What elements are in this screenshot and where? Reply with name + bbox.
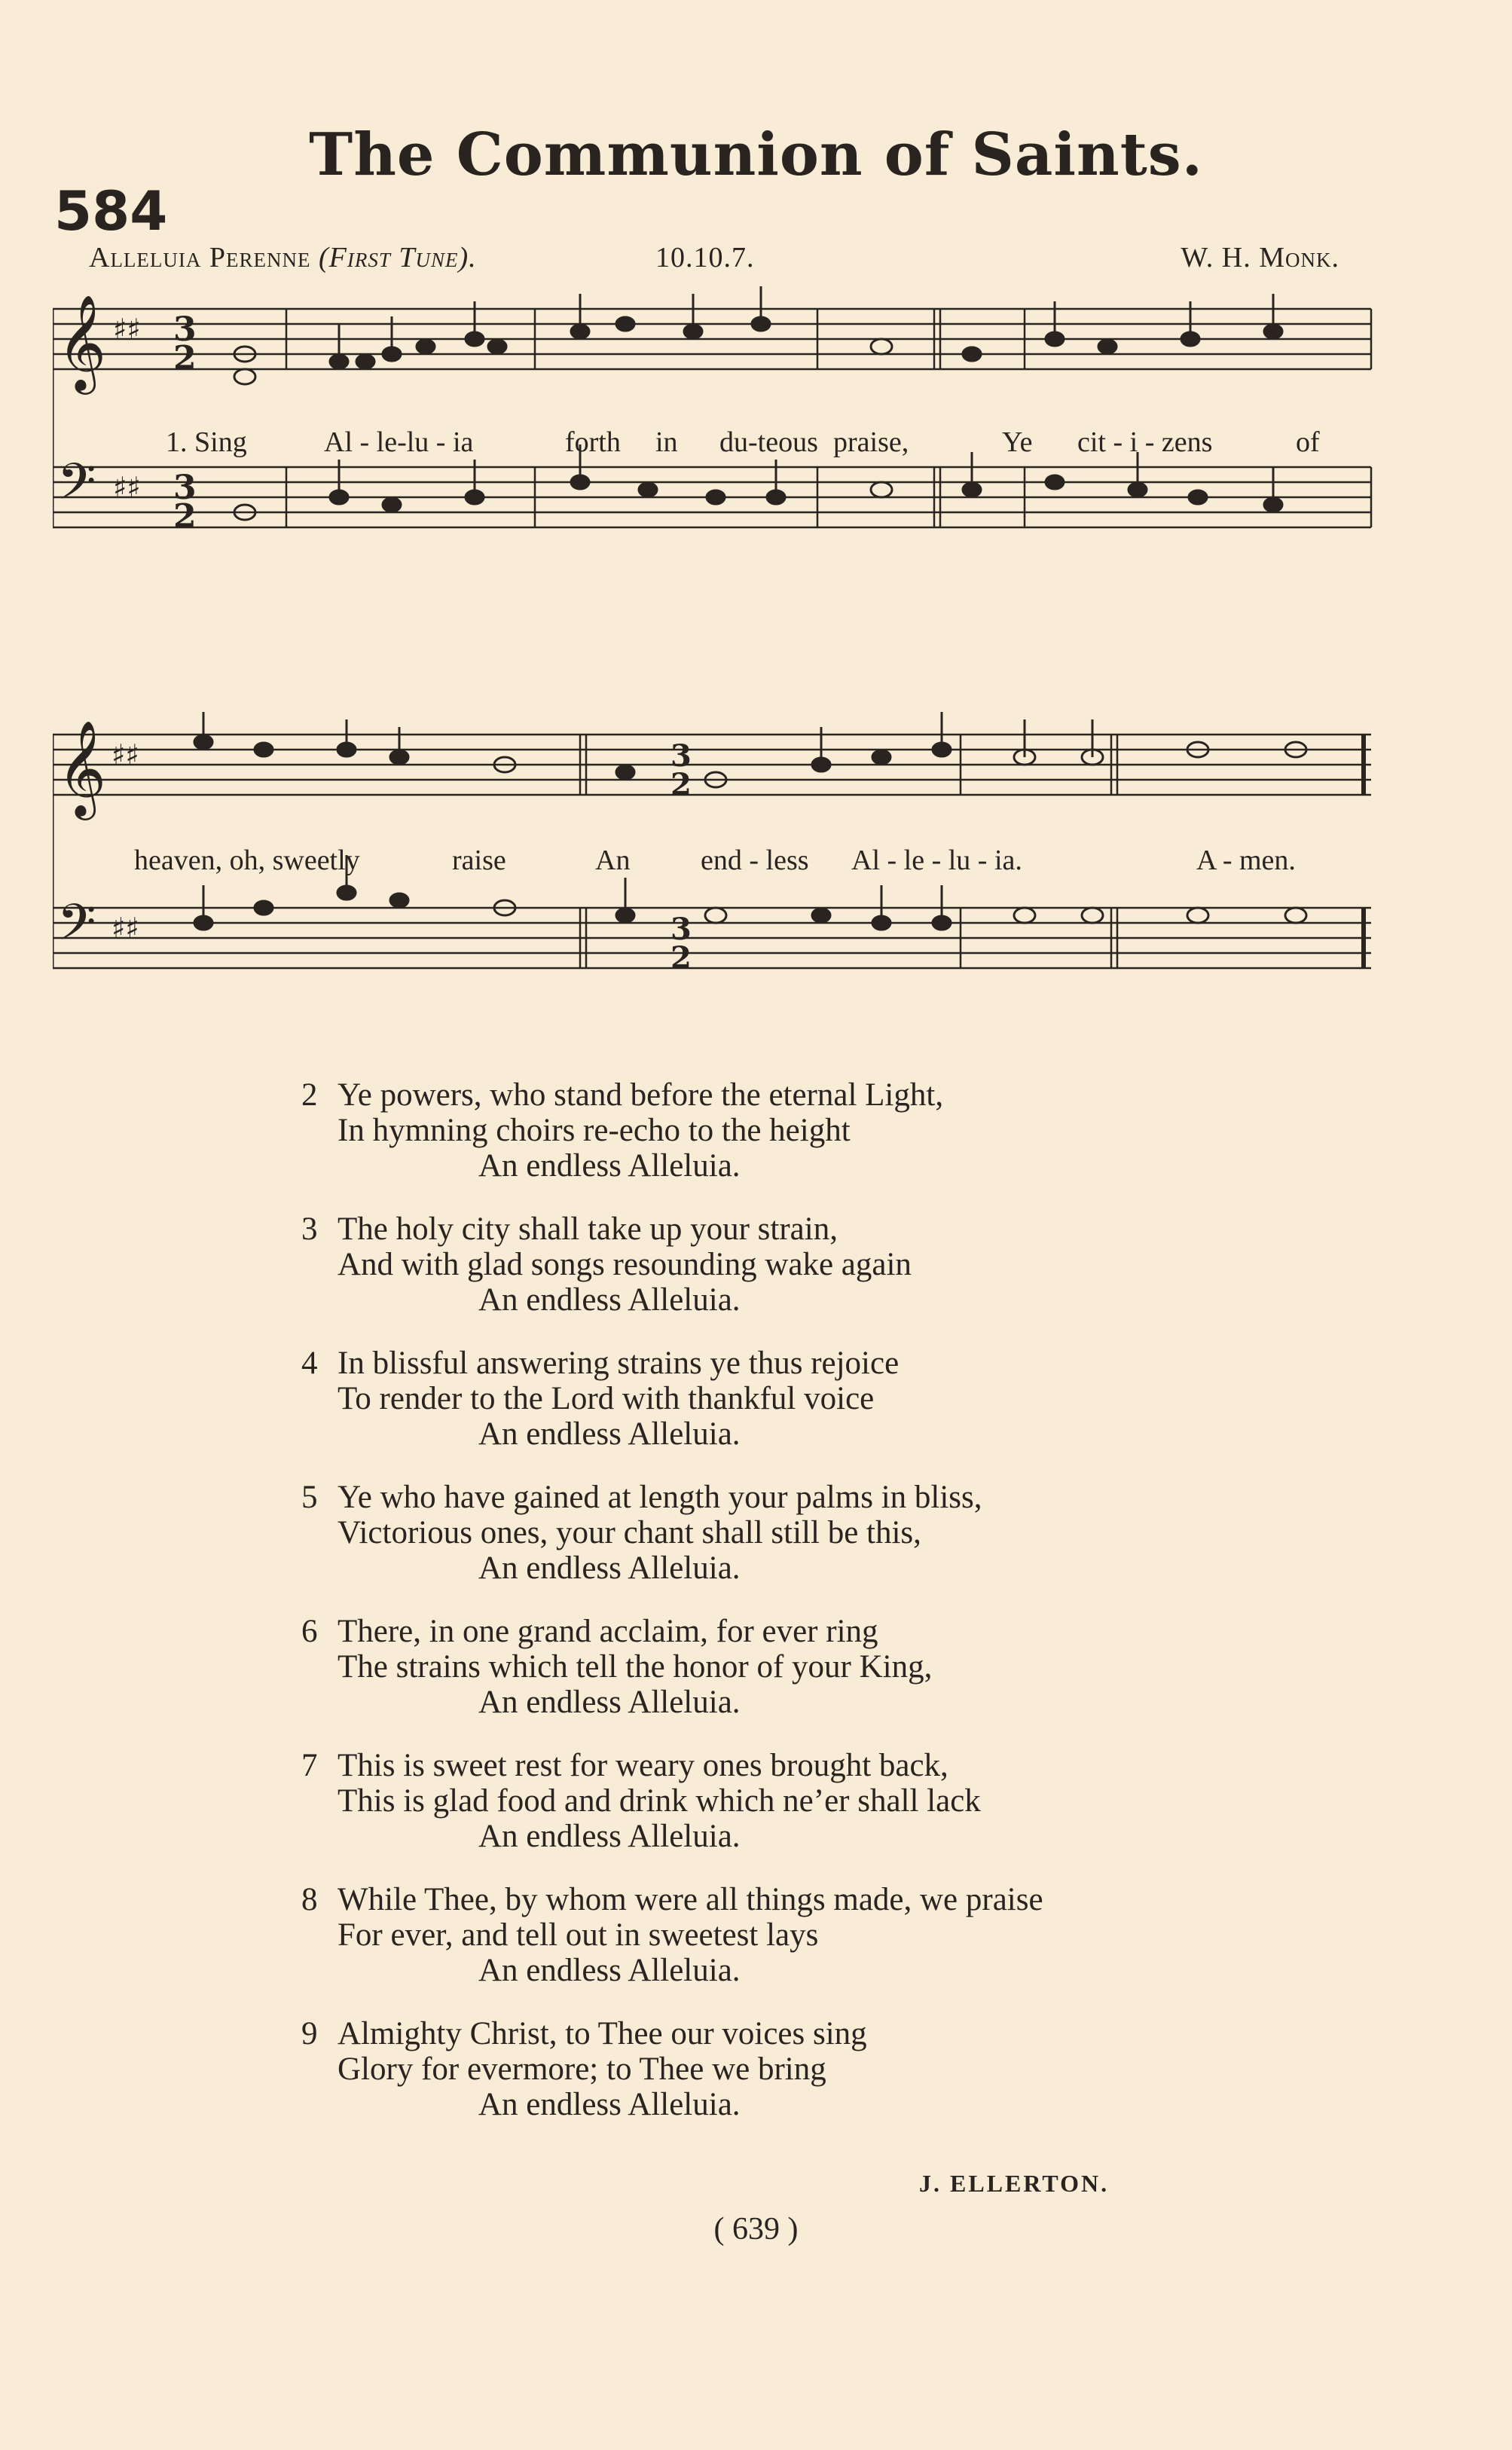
time-signature: 3 xyxy=(173,469,197,507)
bass-clef-icon: 𝄢 xyxy=(57,453,96,523)
stanza-line: In blissful answering strains ye thus rejoice xyxy=(338,1346,900,1381)
lyric-line-2 xyxy=(53,844,1379,881)
stanza-refrain: An endless Alleluia. xyxy=(478,1550,741,1586)
time-signature: 3 xyxy=(173,310,197,349)
music-system-2 xyxy=(53,712,1379,1043)
time-signature: 2 xyxy=(670,940,692,976)
stanza-number: 9 xyxy=(301,2016,318,2051)
lyric-syllable: 1. Sing xyxy=(166,426,247,458)
stanzas xyxy=(301,1077,1356,2150)
key-sharp-icon: ♯♯ xyxy=(113,313,141,346)
time-signature: 3 xyxy=(670,738,692,774)
stanza-line: Glory for evermore; to Thee we bring xyxy=(338,2051,826,2087)
stanza-number: 2 xyxy=(301,1077,318,1113)
stanza-line: While Thee, by whom were all things made, we praise xyxy=(338,1882,1043,1917)
hymn-number: 584 xyxy=(54,179,168,243)
section-title: The Communion of Saints. xyxy=(309,121,1203,189)
lyric-syllable: of xyxy=(1296,426,1320,458)
lyric-syllable: Ye xyxy=(1002,426,1033,458)
lyric-line-1 xyxy=(53,426,1379,463)
tune-info xyxy=(89,241,1339,279)
stanza-number: 7 xyxy=(301,1748,318,1783)
author: J. ELLERTON. xyxy=(919,2170,1110,2197)
lyric-syllable: Al - le-lu - ia xyxy=(324,426,474,458)
stanza-refrain: An endless Alleluia. xyxy=(478,1819,741,1854)
tune-meter: 10.10.7. xyxy=(655,242,755,273)
bass-clef-icon: 𝄢 xyxy=(57,894,96,964)
lyric-syllable: end - less xyxy=(701,845,809,876)
lyric-syllable: Al - le - lu - ia. xyxy=(851,845,1022,876)
stanza-line: To render to the Lord with thankful voice xyxy=(338,1381,875,1416)
tune-note: (First Tune). xyxy=(319,242,477,273)
key-sharp-icon: ♯♯ xyxy=(113,471,141,504)
stanza-line: Victorious ones, your chant shall still be this, xyxy=(338,1515,921,1550)
lyric-syllable: du-teous xyxy=(719,426,818,458)
page-number: ( 639 ) xyxy=(713,2212,799,2247)
stanza-line: Ye who have gained at length your palms in bliss, xyxy=(338,1480,982,1515)
stanza-line: The holy city shall take up your strain, xyxy=(338,1211,838,1247)
stanza-line: The strains which tell the honor of your King, xyxy=(338,1649,933,1685)
stanza-line: This is glad food and drink which ne’er shall lack xyxy=(338,1783,981,1819)
time-signature: 2 xyxy=(670,767,692,802)
key-sharp-icon: ♯♯ xyxy=(111,738,139,771)
stanza-refrain: An endless Alleluia. xyxy=(478,2087,741,2122)
stanza xyxy=(301,2016,1356,2122)
stanza xyxy=(301,1077,1356,1184)
tune-composer: W. H. Monk. xyxy=(1181,242,1339,273)
lyric-syllable: cit - i - zens xyxy=(1077,426,1213,458)
tune-name-wrap xyxy=(89,241,477,274)
stanza-number: 3 xyxy=(301,1211,318,1247)
lyric-syllable: An xyxy=(595,845,631,876)
time-signature: 2 xyxy=(173,339,197,377)
stems-system-1 xyxy=(339,286,1273,505)
stanza-number: 4 xyxy=(301,1346,318,1381)
time-signature: 2 xyxy=(173,497,197,536)
lyric-syllable: in xyxy=(655,426,678,458)
stanza-refrain: An endless Alleluia. xyxy=(478,1685,741,1720)
music-system-1 xyxy=(53,286,1379,603)
stanza-line: And with glad songs resounding wake again xyxy=(338,1247,912,1282)
stanza xyxy=(301,1748,1356,1854)
lyric-syllable: heaven, oh, sweetly xyxy=(134,845,360,876)
time-signature: 3 xyxy=(670,912,692,947)
key-sharp-icon: ♯♯ xyxy=(111,912,139,945)
stanza xyxy=(301,1882,1356,1988)
tune-name: Alleluia Perenne xyxy=(89,242,311,273)
lyric-syllable: forth xyxy=(565,426,621,458)
stanza-line: In hymning choirs re-echo to the height xyxy=(338,1113,851,1148)
stanza-refrain: An endless Alleluia. xyxy=(478,1953,741,1988)
stanza-line: For ever, and tell out in sweetest lays xyxy=(338,1917,819,1953)
stanza-refrain: An endless Alleluia. xyxy=(478,1148,741,1184)
stanza xyxy=(301,1346,1356,1452)
lyric-syllable: praise, xyxy=(833,426,909,458)
stanza-number: 5 xyxy=(301,1480,318,1515)
lyric-syllable: A - men. xyxy=(1196,845,1296,876)
lyric-syllable: raise xyxy=(452,845,506,876)
stanza-number: 8 xyxy=(301,1882,318,1917)
stanza-line: Almighty Christ, to Thee our voices sing xyxy=(338,2016,867,2051)
stanza-line: This is sweet rest for weary ones brought back, xyxy=(338,1748,948,1783)
stanza xyxy=(301,1614,1356,1720)
stanza-refrain: An endless Alleluia. xyxy=(478,1282,741,1318)
stanza-line: There, in one grand acclaim, for ever ring xyxy=(338,1614,878,1649)
stanza-number: 6 xyxy=(301,1614,318,1649)
treble-clef-icon: 𝄞 xyxy=(57,719,107,816)
stanza xyxy=(301,1480,1356,1586)
stanza xyxy=(301,1211,1356,1318)
stanza-refrain: An endless Alleluia. xyxy=(478,1416,741,1452)
treble-clef-icon: 𝄞 xyxy=(57,294,107,390)
stanza-line: Ye powers, who stand before the eternal Light, xyxy=(338,1077,944,1113)
